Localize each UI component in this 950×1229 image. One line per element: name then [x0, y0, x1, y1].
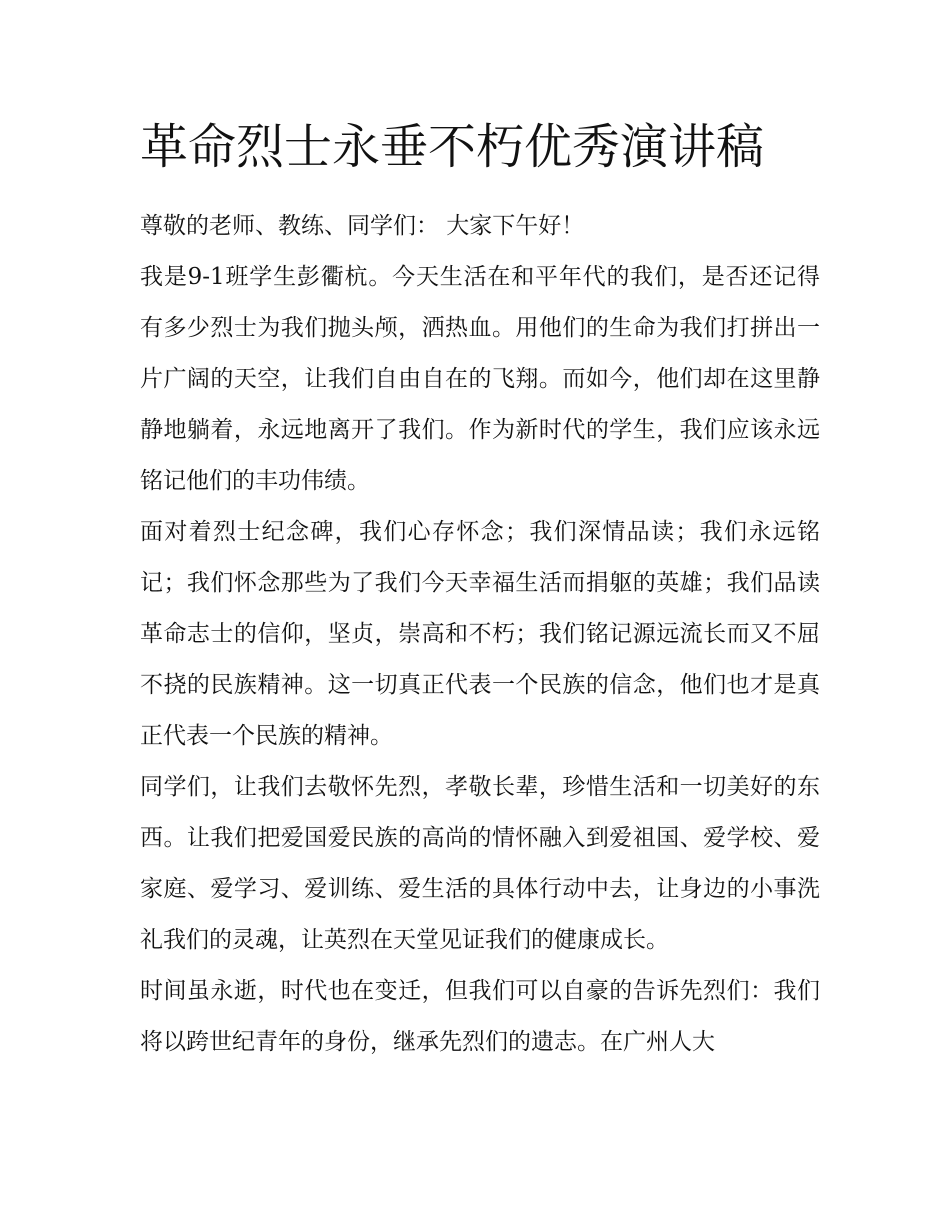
paragraph-appeal: 同学们，让我们去敬怀先烈，孝敬长辈，珍惜生活和一切美好的东西。让我们把爱国爱民族的高尚的情怀融入到爱祖国、爱学校、爱家庭、爱学习、爱训练、爱生活的具体行动中去，让身边的小事洗礼我们的灵魂，让英烈在天堂见证我们的健康成长。 — [140, 774, 820, 953]
paragraph-intro: 我是9-1班学生彭衢杭。今天生活在和平年代的我们，是否还记得有多少烈士为我们抛头颅，洒热血。用他们的生命为我们打拼出一片广阔的天空，让我们自由自在的飞翔。而如今，他们却在这里静静地躺着，永远地离开了我们。作为新时代的学生，我们应该永远铭记他们的丰功伟绩。 — [140, 264, 820, 494]
document-body — [140, 201, 820, 1068]
paragraph-greeting: 尊敬的老师、教练、同学们： 大家下午好！ — [140, 213, 585, 239]
paragraph-closing: 时间虽永逝，时代也在变迁，但我们可以自豪的告诉先烈们：我们将以跨世纪青年的身份，继承先烈们的遗志。在广州人大 — [140, 978, 820, 1055]
document-title: 革命烈士永垂不朽优秀演讲稿 — [140, 119, 765, 175]
paragraph-memorial: 面对着烈士纪念碑，我们心存怀念；我们深情品读；我们永远铭记；我们怀念那些为了我们今天幸福生活而捐躯的英雄；我们品读革命志士的信仰，坚贞，崇高和不朽；我们铭记源远流长而又不屈不挠的民族精神。这一切真正代表一个民族的信念，他们也才是真正代表一个民族的精神。 — [140, 519, 820, 749]
